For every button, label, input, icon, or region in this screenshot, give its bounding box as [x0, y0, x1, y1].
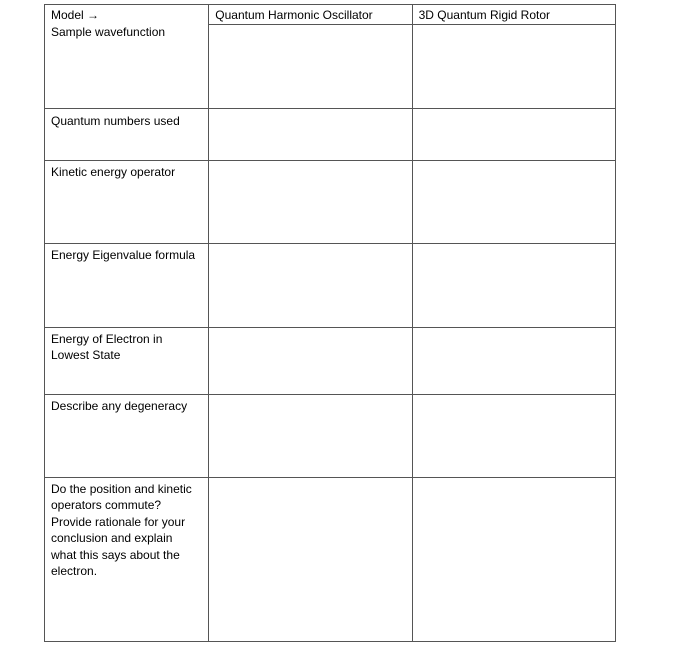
row-label-energy-eigenvalue: Energy Eigenvalue formula	[51, 247, 196, 262]
model-arrow-label: Model →	[51, 8, 100, 22]
answer-cell[interactable]	[209, 243, 412, 327]
answer-cell[interactable]	[412, 327, 615, 394]
table-row-commutation	[45, 477, 616, 641]
row-label-kinetic-energy: Kinetic energy operator	[51, 164, 176, 179]
answer-cell[interactable]	[412, 160, 615, 243]
answer-cell[interactable]	[209, 108, 412, 160]
answer-cell[interactable]	[209, 160, 412, 243]
row-label-lowest-state-energy: Energy of Electron in Lowest State	[51, 331, 163, 362]
row-label-sample-wavefunction: Sample wavefunction	[51, 24, 166, 39]
row-label-commutation: Do the position and kinetic operators commute? Provide rationale for your conclusion and explain what this says about the electron.	[51, 481, 192, 578]
table-row-energy-eigenvalue	[45, 243, 616, 327]
header-model-cell	[45, 5, 209, 109]
row-label-degeneracy: Describe any degeneracy	[51, 398, 188, 413]
answer-cell[interactable]	[209, 477, 412, 641]
answer-cell[interactable]	[412, 394, 615, 477]
column-header-rigid-rotor: 3D Quantum Rigid Rotor	[412, 5, 615, 25]
row-label-quantum-numbers: Quantum numbers used	[51, 113, 180, 128]
answer-cell[interactable]	[209, 24, 412, 108]
answer-cell[interactable]	[209, 327, 412, 394]
table-row-kinetic-energy	[45, 160, 616, 243]
answer-cell[interactable]	[412, 477, 615, 641]
answer-cell[interactable]	[412, 24, 615, 108]
answer-cell[interactable]	[209, 394, 412, 477]
table-row-lowest-state-energy	[45, 327, 616, 394]
column-header-harmonic-oscillator: Quantum Harmonic Oscillator	[209, 5, 412, 25]
answer-cell[interactable]	[412, 108, 615, 160]
table-row-quantum-numbers	[45, 108, 616, 160]
comparison-worksheet-table	[44, 4, 616, 642]
table-row-degeneracy	[45, 394, 616, 477]
header-row	[45, 5, 616, 25]
answer-cell[interactable]	[412, 243, 615, 327]
